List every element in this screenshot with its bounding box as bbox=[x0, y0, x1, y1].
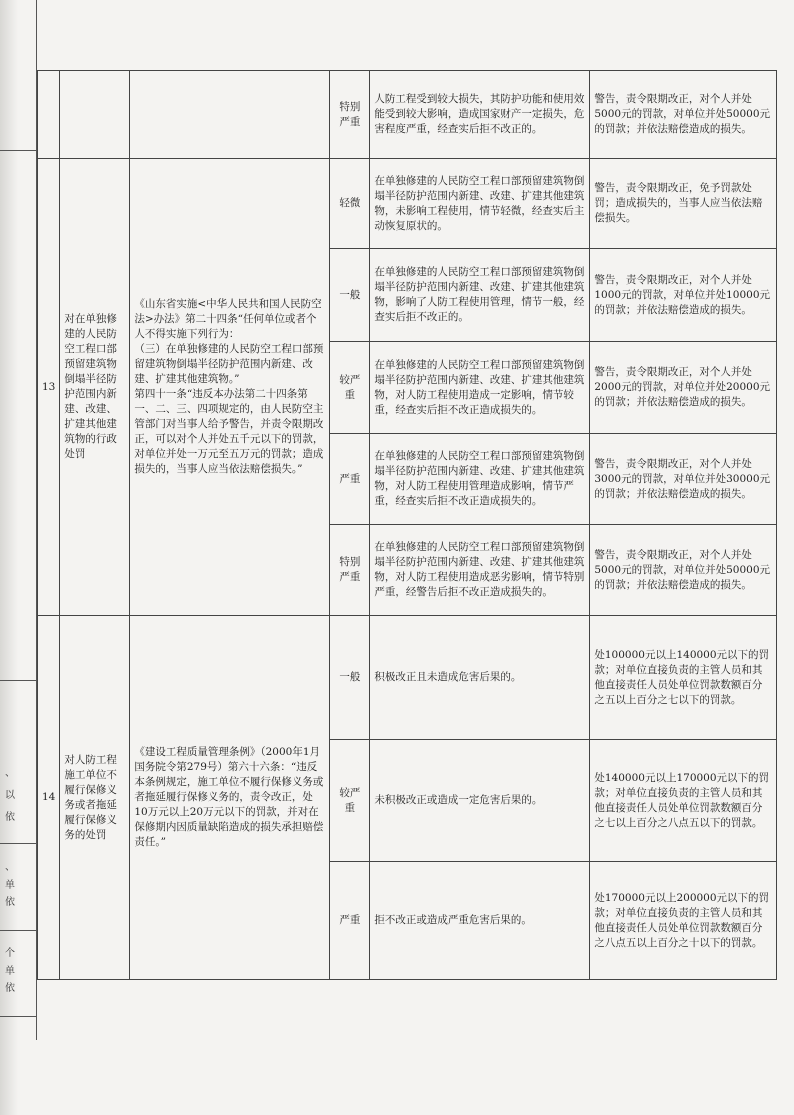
table-row bbox=[38, 71, 777, 159]
legal-basis: 《建设工程质量管理条例》（2000年1月国务院令第279号）第六十六条：“违反本条例规定，施工单位不履行保修义务或者拖延履行保修义务的，责令改正，处10万元以上20万元以下的罚款，并对在保修期内因质量缺陷造成的损失承担赔偿责任。” bbox=[130, 616, 330, 980]
violation-condition: 积极改正且未造成危害后果的。 bbox=[370, 616, 590, 740]
item-name-cell bbox=[60, 71, 130, 159]
item-name: 对人防工程施工单位不履行保修义务或者拖延履行保修义务的处罚 bbox=[60, 616, 130, 980]
edge-rule bbox=[0, 1016, 36, 1017]
penalty-standard: 警告，责令限期改正，对个人并处3000元的罚款，对单位并处30000元的罚款；并依法赔偿造成的损失。 bbox=[590, 434, 777, 525]
seq-number: 13 bbox=[38, 159, 60, 616]
penalty-standard: 警告，责令限期改正，对个人并处5000元的罚款，对单位并处50000元的罚款；并依法赔偿造成的损失。 bbox=[590, 525, 777, 616]
penalty-discretion-table bbox=[37, 70, 777, 980]
violation-condition: 在单独修建的人民防空工程口部预留建筑物倒塌半径防护范围内新建、改建、扩建其他建筑物，对人防工程使用管理造成影响，情节严重，经查实后拒不改正造成损失的。 bbox=[370, 434, 590, 525]
violation-condition: 拒不改正或造成严重危害后果的。 bbox=[370, 862, 590, 980]
severity-level: 严重 bbox=[330, 434, 370, 525]
penalty-standard: 警告，责令限期改正，对个人并处1000元的罚款，对单位并处10000元的罚款；并依法赔偿造成的损失。 bbox=[590, 249, 777, 342]
edge-rule bbox=[0, 930, 36, 931]
violation-condition: 在单独修建的人民防空工程口部预留建筑物倒塌半径防护范围内新建、改建、扩建其他建筑物，未影响工程使用，情节轻微，经查实后主动恢复原状的。 bbox=[370, 159, 590, 249]
severity-level: 特别 严重 bbox=[330, 525, 370, 616]
item-name: 对在单独修建的人民防空工程口部预留建筑物倒塌半径防护范围内新建、改建、扩建其他建筑物的行政处罚 bbox=[60, 159, 130, 616]
table-row bbox=[38, 616, 777, 740]
severity-level: 一般 bbox=[330, 616, 370, 740]
violation-condition: 未积极改正或造成一定危害后果的。 bbox=[370, 740, 590, 862]
edge-rule bbox=[0, 843, 36, 844]
violation-condition: 在单独修建的人民防空工程口部预留建筑物倒塌半径防护范围内新建、改建、扩建其他建筑物，对人防工程使用造成一定影响，情节较重，经查实后拒不改正造成损失的。 bbox=[370, 342, 590, 434]
margin-fragment: 单 bbox=[5, 966, 15, 977]
legal-basis-cell bbox=[130, 71, 330, 159]
margin-fragment: 依 bbox=[5, 983, 15, 994]
margin-fragment: 个 bbox=[5, 948, 15, 959]
table-row bbox=[38, 159, 777, 249]
seq-cell bbox=[38, 71, 60, 159]
severity-level: 轻微 bbox=[330, 159, 370, 249]
margin-fragment: 、 bbox=[5, 862, 15, 873]
penalty-standard: 处170000元以上200000元以下的罚款；对单位直接负责的主管人员和其他直接责任人员处单位罚款数额百分之八点五以上百分之十以下的罚款。 bbox=[590, 862, 777, 980]
penalty-standard: 警告，责令限期改正，免予罚款处罚；造成损失的，当事人应当依法赔偿损失。 bbox=[590, 159, 777, 249]
violation-condition: 在单独修建的人民防空工程口部预留建筑物倒塌半径防护范围内新建、改建、扩建其他建筑物，对人防工程使用造成恶劣影响，情节特别严重，经警告后拒不改正造成损失的。 bbox=[370, 525, 590, 616]
severity-level: 较严重 bbox=[330, 740, 370, 862]
seq-number: 14 bbox=[38, 616, 60, 980]
margin-fragment: 单 bbox=[5, 880, 15, 891]
severity-level: 严重 bbox=[330, 862, 370, 980]
violation-condition: 在单独修建的人民防空工程口部预留建筑物倒塌半径防护范围内新建、改建、扩建其他建筑物，影响了人防工程使用管理，情节一般，经查实后拒不改正的。 bbox=[370, 249, 590, 342]
severity-level: 特别 严重 bbox=[330, 71, 370, 159]
severity-level: 较严重 bbox=[330, 342, 370, 434]
margin-fragment: 、 bbox=[5, 768, 15, 779]
margin-fragment: 依 bbox=[5, 812, 15, 823]
edge-rule bbox=[0, 150, 36, 151]
severity-level: 一般 bbox=[330, 249, 370, 342]
edge-rule bbox=[0, 680, 36, 681]
margin-fragment: 以 bbox=[5, 790, 15, 801]
margin-fragment: 依 bbox=[5, 897, 15, 908]
penalty-standard: 处100000元以上140000元以下的罚款；对单位直接负责的主管人员和其他直接责任人员处单位罚款数额百分之五以上百分之七以下的罚款。 bbox=[590, 616, 777, 740]
violation-condition: 人防工程受到较大损失，其防护功能和使用效能受到较大影响，造成国家财产一定损失，危害程度严重，经查实后拒不改正的。 bbox=[370, 71, 590, 159]
legal-basis: 《山东省实施<中华人民共和国人民防空法>办法》第二十四条“任何单位或者个人不得实施下列行为： （三）在单独修建的人民防空工程口部预留建筑物倒塌半径防护范围内新建、改建、扩建其他建筑物。” 第四十一条“违反本办法第二十四条第一、二、三、四项规定的，由人民防空主管部门对当事人给予警告，并责令限期改正，可以对个人并处五千元以下的罚款，对单位并处一万元至五万元的罚款；造成损失的，当事人应当依法赔偿损失。” bbox=[130, 159, 330, 616]
penalty-standard: 警告，责令限期改正，对个人并处5000元的罚款，对单位并处50000元的罚款；并依法赔偿造成的损失。 bbox=[590, 71, 777, 159]
adjacent-page-edge bbox=[0, 0, 40, 1040]
penalty-standard: 处140000元以上170000元以下的罚款；对单位直接负责的主管人员和其他直接责任人员处单位罚款数额百分之七以上百分之八点五以下的罚款。 bbox=[590, 740, 777, 862]
penalty-standard: 警告，责令限期改正，对个人并处2000元的罚款，对单位并处20000元的罚款；并依法赔偿造成的损失。 bbox=[590, 342, 777, 434]
